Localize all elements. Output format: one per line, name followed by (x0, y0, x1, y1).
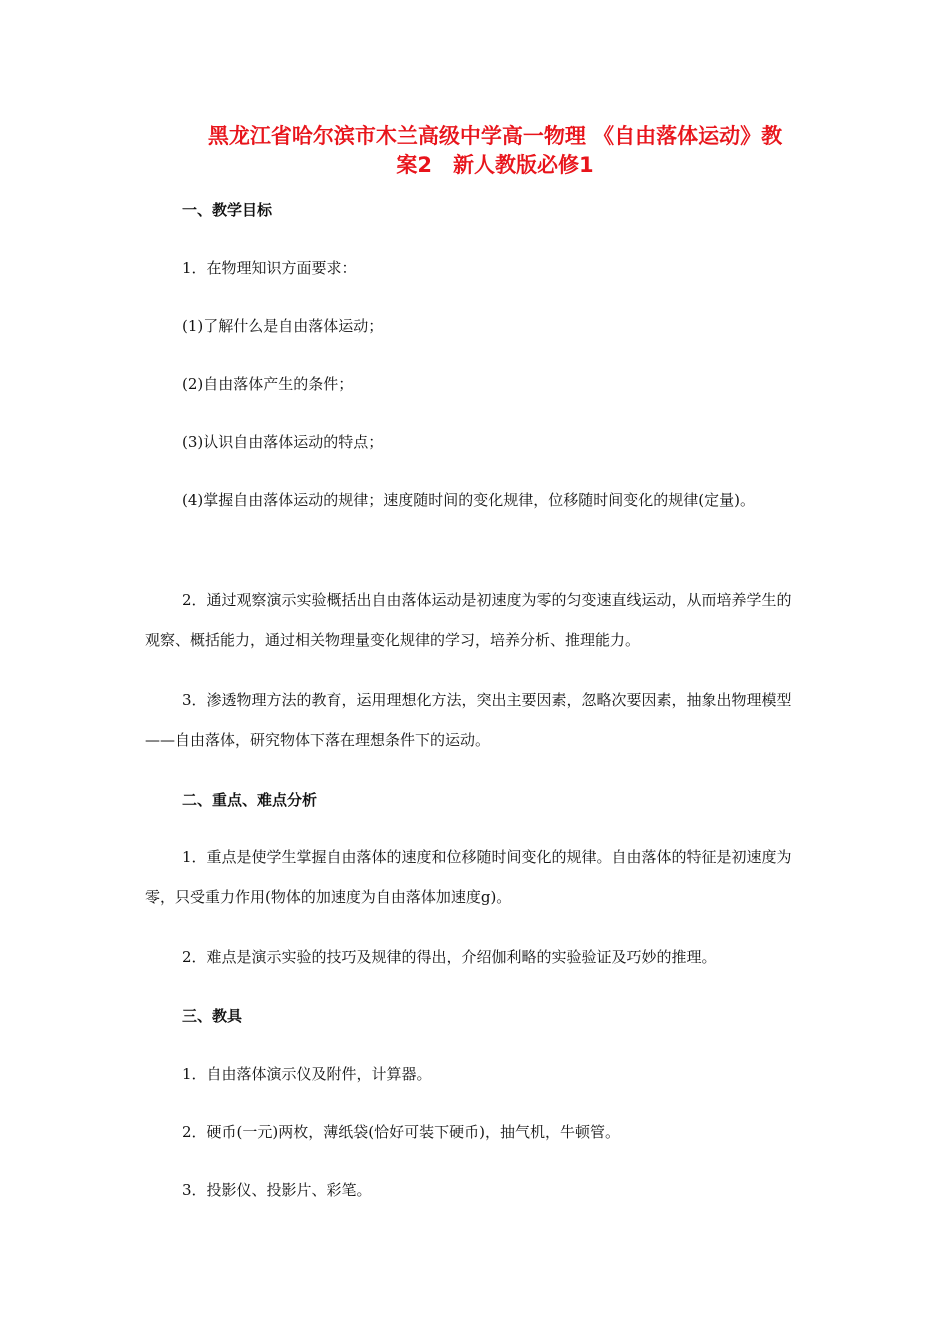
title-line-1: 黑龙江省哈尔滨市木兰高级中学高一物理 《自由落体运动》教 (207, 124, 783, 148)
paragraph: 1．在物理知识方面要求： (182, 259, 357, 277)
paragraph: (4)掌握自由落体运动的规律；速度随时间的变化规律，位移随时间变化的规律(定量)。 (182, 491, 755, 509)
section-heading-teaching-aids: 三、教具 (182, 1007, 243, 1025)
section-heading-teaching-goals: 一、教学目标 (182, 201, 273, 219)
paragraph: 3．投影仪、投影片、彩笔。 (182, 1181, 372, 1199)
section-heading-key-points: 二、重点、难点分析 (182, 791, 318, 809)
paragraph: (3)认识自由落体运动的特点； (182, 433, 384, 451)
paragraph: 2．硬币(一元)两枚，薄纸袋(恰好可装下硬币)，抽气机，牛顿管。 (182, 1123, 620, 1141)
paragraph: 2．难点是演示实验的技巧及规律的得出，介绍伽利略的实验验证及巧妙的推理。 (182, 948, 717, 966)
paragraph: 3．渗透物理方法的教育，运用理想化方法，突出主要因素，忽略次要因素，抽象出物理模型——自由落体，研究物体下落在理想条件下的运动。 (145, 691, 792, 749)
title-line-2: 案2 新人教版必修1 (396, 153, 594, 177)
paragraph: 1．自由落体演示仪及附件，计算器。 (182, 1065, 432, 1083)
paragraph: 1．重点是使学生掌握自由落体的速度和位移随时间变化的规律。自由落体的特征是初速度为零，只受重力作用(物体的加速度为自由落体加速度g)。 (145, 848, 792, 906)
paragraph: (2)自由落体产生的条件； (182, 375, 354, 393)
paragraph: 2．通过观察演示实验概括出自由落体运动是初速度为零的匀变速直线运动，从而培养学生的观察、概括能力，通过相关物理量变化规律的学习，培养分析、推理能力。 (145, 591, 792, 649)
paragraph: (1)了解什么是自由落体运动； (182, 317, 384, 335)
document-title (150, 122, 840, 180)
